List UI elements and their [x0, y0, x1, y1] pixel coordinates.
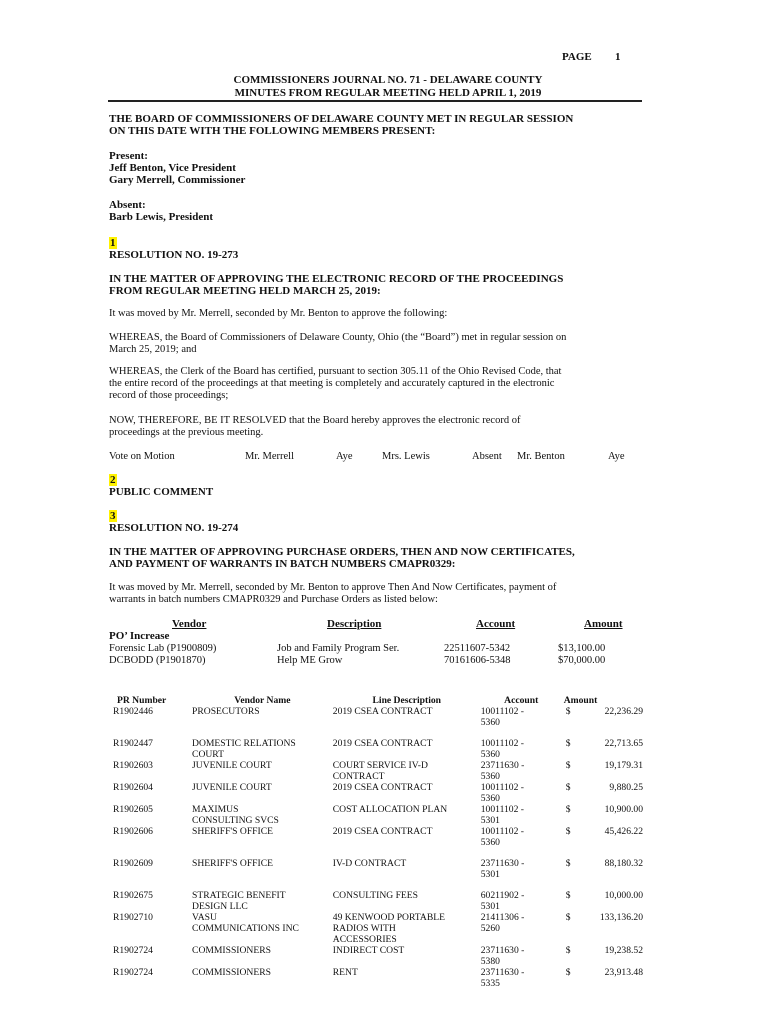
pr-header-description: Line Description [372, 695, 441, 706]
whereas-text: WHEREAS, the Board of Commissioners of Delaware County, Ohio (the “Board”) met in regular session on [109, 332, 567, 343]
pr-vendor: JUVENILE COURT [192, 760, 272, 771]
pr-amount-cell [562, 880, 643, 912]
po-header-vendor: Vendor [172, 618, 207, 630]
pr-header-vendor: Vendor Name [234, 695, 291, 706]
header-rule [108, 100, 642, 102]
pr-currency: $ [565, 826, 571, 837]
present-label: Present: [109, 150, 148, 162]
pr-account: 23711630 - 5360 [480, 760, 525, 782]
pr-table-row [113, 945, 643, 967]
pr-account: 21411306 - 5260 [480, 912, 525, 934]
pr-number: R1902609 [113, 858, 153, 869]
whereas-text: the entire record of the proceedings at that meeting is completely and accurately captured in the electronic [109, 378, 555, 389]
pr-amount: 19,238.52 [604, 945, 643, 956]
pr-currency: $ [565, 706, 571, 717]
pr-amount: 22,713.65 [604, 738, 643, 749]
pr-table-row [113, 760, 643, 782]
journal-title: COMMISSIONERS JOURNAL NO. 71 - DELAWARE COUNTY [233, 74, 543, 86]
pr-number: R1902604 [113, 782, 153, 793]
po-amount: $70,000.00 [558, 655, 606, 666]
motion-text: It was moved by Mr. Merrell, seconded by Mr. Benton to approve the following: [109, 308, 448, 319]
po-header-description: Description [327, 618, 382, 630]
pr-amount: 22,236.29 [604, 706, 643, 717]
whereas-text: record of those proceedings; [109, 390, 229, 401]
pr-description: 2019 CSEA CONTRACT [332, 706, 433, 717]
pr-vendor: STRATEGIC BENEFIT DESIGN LLC [192, 890, 286, 912]
pr-amount-cell [562, 967, 643, 989]
pr-amount-cell [562, 782, 643, 804]
pr-account: 23711630 - 5301 [480, 858, 525, 880]
po-description: Help ME Grow [277, 655, 343, 666]
pr-header-account: Account [504, 695, 539, 706]
intro-line-2: ON THIS DATE WITH THE FOLLOWING MEMBERS PRESENT: [109, 125, 436, 137]
minutes-title: MINUTES FROM REGULAR MEETING HELD APRIL 1, 2019 [234, 87, 542, 99]
pr-vendor: DOMESTIC RELATIONS COURT [192, 738, 296, 760]
resolution-number: RESOLUTION NO. 19-274 [109, 522, 239, 534]
pr-table-row [113, 804, 643, 826]
pr-account: 23711630 - 5380 [480, 945, 525, 967]
pr-table [113, 695, 643, 989]
pr-account: 10011102 - 5360 [480, 782, 524, 804]
pr-account: 10011102 - 5360 [480, 706, 524, 728]
resolution-number: RESOLUTION NO. 19-273 [109, 249, 239, 261]
pr-description: RENT [332, 967, 358, 978]
pr-currency: $ [565, 858, 571, 869]
present-member: Gary Merrell, Commissioner [109, 174, 246, 186]
pr-description: CONSULTING FEES [332, 890, 418, 901]
resolution-title: IN THE MATTER OF APPROVING THE ELECTRONIC RECORD OF THE PROCEEDINGS [109, 273, 564, 285]
pr-description: 2019 CSEA CONTRACT [332, 782, 433, 793]
whereas-text: WHEREAS, the Clerk of the Board has certified, pursuant to section 305.11 of the Ohio Revised Code, that [109, 366, 562, 377]
pr-account: 10011102 - 5301 [480, 804, 524, 826]
pr-amount-cell [562, 804, 643, 826]
pr-number: R1902605 [113, 804, 153, 815]
pr-currency: $ [565, 738, 571, 749]
pr-vendor: PROSECUTORS [192, 706, 260, 717]
pr-amount-cell [562, 706, 643, 728]
pr-description: 49 KENWOOD PORTABLE RADIOS WITH ACCESSORIES [332, 912, 445, 945]
pr-currency: $ [565, 782, 571, 793]
pr-number: R1902724 [113, 945, 153, 956]
pr-amount-cell [562, 945, 643, 967]
pr-description: COURT SERVICE IV-D CONTRACT [332, 760, 428, 782]
pr-amount: 10,900.00 [604, 804, 643, 815]
pr-vendor: COMMISSIONERS [192, 967, 271, 978]
pr-amount: 45,426.22 [604, 826, 643, 837]
intro-line-1: THE BOARD OF COMMISSIONERS OF DELAWARE COUNTY MET IN REGULAR SESSION [109, 113, 574, 125]
pr-description: 2019 CSEA CONTRACT [332, 738, 433, 749]
vote-value: Absent [472, 451, 502, 462]
pr-table-body [113, 706, 643, 989]
pr-amount: 9,880.25 [609, 782, 643, 793]
pr-currency: $ [565, 760, 571, 771]
absent-label: Absent: [109, 199, 146, 211]
pr-account: 10011102 - 5360 [480, 826, 524, 848]
po-amount: $13,100.00 [558, 643, 606, 654]
item-number-badge: 2 [110, 474, 116, 486]
pr-table-row [113, 826, 643, 848]
pr-table-row [113, 880, 643, 912]
pr-vendor: MAXIMUS CONSULTING SVCS [192, 804, 279, 826]
pr-amount-cell [562, 912, 643, 945]
motion-text: It was moved by Mr. Merrell, seconded by Mr. Benton to approve Then And Now Certificates, payment of [109, 582, 557, 593]
pr-header-number: PR Number [117, 695, 167, 706]
pr-amount: 133,136.20 [599, 912, 643, 923]
pr-header-amount: Amount [563, 695, 598, 706]
whereas-text: March 25, 2019; and [109, 344, 197, 355]
pr-amount-cell [562, 826, 643, 848]
po-account: 22511607-5342 [444, 643, 511, 654]
vote-member: Mrs. Lewis [382, 451, 430, 462]
pr-number: R1902724 [113, 967, 153, 978]
pr-description: COST ALLOCATION PLAN [332, 804, 448, 815]
pr-vendor: SHERIFF'S OFFICE [192, 858, 273, 869]
pr-table-row [113, 706, 643, 728]
pr-table-row [113, 728, 643, 760]
pr-currency: $ [565, 967, 571, 978]
pr-account: 10011102 - 5360 [480, 738, 524, 760]
resolution-title: FROM REGULAR MEETING HELD MARCH 25, 2019: [109, 285, 381, 297]
pr-number: R1902446 [113, 706, 153, 717]
pr-amount-cell [562, 760, 643, 782]
pr-table-row [113, 782, 643, 804]
pr-number: R1902603 [113, 760, 153, 771]
pr-table-row [113, 967, 643, 989]
pr-description: IV-D CONTRACT [332, 858, 407, 869]
po-description: Job and Family Program Ser. [277, 643, 400, 654]
page-number: 1 [615, 51, 621, 63]
pr-currency: $ [565, 945, 571, 956]
pr-amount-cell [562, 728, 643, 760]
pr-number: R1902675 [113, 890, 153, 901]
pr-amount: 10,000.00 [604, 890, 643, 901]
pr-header-row [113, 695, 643, 706]
vote-member: Mr. Benton [517, 451, 565, 462]
absent-member: Barb Lewis, President [109, 211, 213, 223]
pr-vendor: SHERIFF'S OFFICE [192, 826, 273, 837]
po-header-amount: Amount [584, 618, 623, 630]
po-account: 70161606-5348 [444, 655, 511, 666]
po-vendor: Forensic Lab (P1900809) [109, 643, 217, 654]
pr-vendor: VASU COMMUNICATIONS INC [192, 912, 299, 934]
pr-currency: $ [565, 804, 571, 815]
resolution-title: AND PAYMENT OF WARRANTS IN BATCH NUMBERS CMAPR0329: [109, 558, 456, 570]
present-member: Jeff Benton, Vice President [109, 162, 236, 174]
pr-amount: 88,180.32 [604, 858, 643, 869]
pr-currency: $ [565, 890, 571, 901]
pr-number: R1902447 [113, 738, 153, 749]
pr-amount: 23,913.48 [604, 967, 643, 978]
vote-label: Vote on Motion [109, 451, 175, 462]
pr-table-row [113, 912, 643, 945]
pr-account: 23711630 - 5335 [480, 967, 525, 989]
motion-text: warrants in batch numbers CMAPR0329 and Purchase Orders as listed below: [109, 594, 438, 605]
po-header-account: Account [476, 618, 516, 630]
resolution-title: IN THE MATTER OF APPROVING PURCHASE ORDERS, THEN AND NOW CERTIFICATES, [109, 546, 575, 558]
section-title: PUBLIC COMMENT [109, 486, 214, 498]
vote-value: Aye [336, 451, 353, 462]
pr-currency: $ [565, 912, 571, 923]
item-number-badge: 3 [110, 510, 116, 522]
page-label: PAGE [562, 51, 592, 63]
item-number-badge: 1 [110, 237, 116, 249]
vote-member: Mr. Merrell [245, 451, 294, 462]
pr-amount: 19,179.31 [604, 760, 643, 771]
vote-value: Aye [608, 451, 625, 462]
po-increase-label: PO’ Increase [109, 630, 170, 642]
resolved-text: NOW, THEREFORE, BE IT RESOLVED that the Board hereby approves the electronic record of [109, 415, 521, 426]
resolved-text: proceedings at the previous meeting. [109, 427, 264, 438]
pr-description: 2019 CSEA CONTRACT [332, 826, 433, 837]
po-vendor: DCBODD (P1901870) [109, 655, 206, 666]
pr-table-row [113, 848, 643, 880]
pr-account: 60211902 - 5301 [480, 890, 525, 912]
pr-vendor: JUVENILE COURT [192, 782, 272, 793]
pr-number: R1902710 [113, 912, 153, 923]
pr-amount-cell [562, 848, 643, 880]
pr-description: INDIRECT COST [332, 945, 405, 956]
pr-number: R1902606 [113, 826, 153, 837]
pr-vendor: COMMISSIONERS [192, 945, 271, 956]
